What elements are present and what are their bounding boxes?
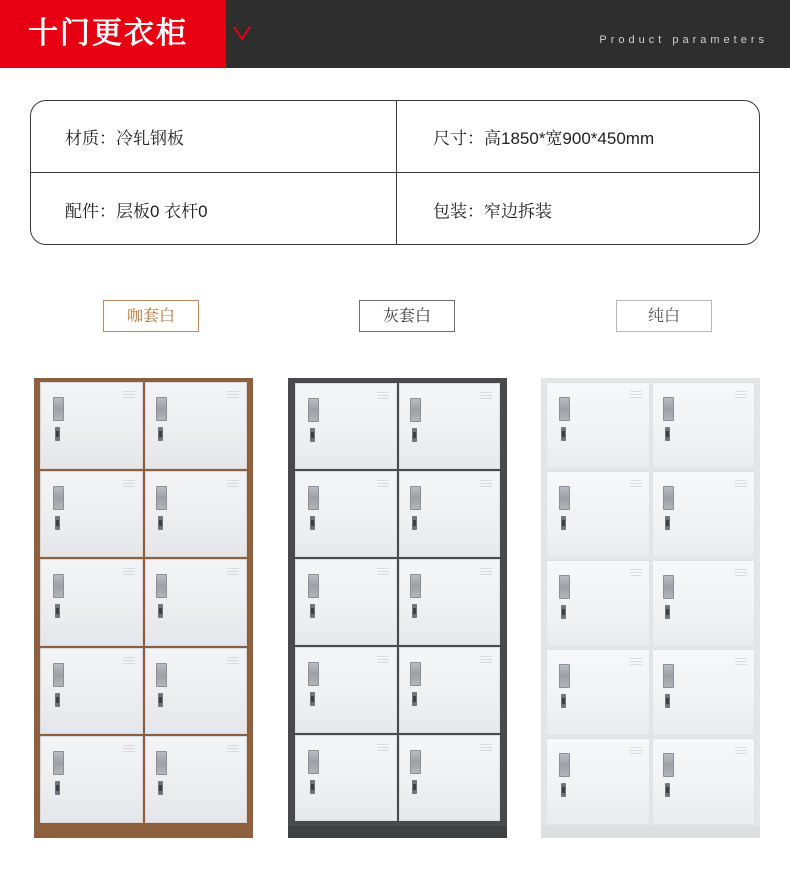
vent-icon [227,391,239,401]
locker-door [40,736,143,823]
table-row [31,173,759,245]
vent-icon [123,568,135,578]
cabinet-frame [288,378,507,838]
lock-icon [665,783,670,797]
locker-row [545,470,756,559]
vent-icon [480,568,492,578]
locker-door [295,735,397,821]
locker-row [294,470,501,558]
handle-icon [53,751,64,775]
handle-icon [53,663,64,687]
door-grid [294,382,501,822]
lock-icon [55,693,60,707]
lock-icon [55,427,60,441]
locker-door [546,471,650,558]
lock-icon [310,780,315,794]
handle-icon [53,397,64,421]
spec-size: 尺寸：高1850*宽900*450mm [433,129,655,148]
vent-icon [377,392,389,402]
handle-icon [663,753,674,777]
handle-icon [156,574,167,598]
locker-row [39,558,248,647]
vent-icon [227,568,239,578]
vent-icon [630,569,642,579]
lock-icon [412,780,417,794]
handle-icon [559,397,570,421]
handle-icon [559,753,570,777]
cabinet-base [34,826,253,838]
lock-icon [561,783,566,797]
handle-icon [53,486,64,510]
locker-door [295,471,397,557]
locker-row [294,382,501,470]
lock-icon [561,516,566,530]
handle-icon [663,486,674,510]
page-header [0,0,790,68]
locker-door [295,559,397,645]
vent-icon [123,657,135,667]
handle-icon [156,397,167,421]
vent-icon [480,744,492,754]
handle-icon [559,486,570,510]
handle-icon [156,751,167,775]
cabinet-base [288,826,507,838]
door-grid [39,381,248,824]
locker-row [39,735,248,824]
locker-row [545,381,756,470]
locker-door [546,560,650,647]
handle-icon [559,664,570,688]
handle-icon [559,575,570,599]
handle-icon [308,574,319,598]
locker-door [145,648,248,735]
handle-icon [663,664,674,688]
lock-icon [310,604,315,618]
handle-icon [410,662,421,686]
vent-icon [480,480,492,490]
vent-icon [735,569,747,579]
lock-icon [412,692,417,706]
vent-icon [480,656,492,666]
door-grid [545,381,756,826]
lock-icon [561,427,566,441]
lock-icon [561,694,566,708]
lock-icon [412,428,417,442]
grey-white-locker [288,378,507,838]
vent-icon [735,480,747,490]
locker-door [652,649,756,736]
locker-door [295,647,397,733]
locker-door [295,383,397,469]
handle-icon [156,663,167,687]
locker-row [294,734,501,822]
color-label-row [0,300,790,334]
locker-door [40,382,143,469]
locker-door [145,382,248,469]
color-label-grey-white: 灰套白 [359,300,455,332]
vent-icon [480,392,492,402]
lock-icon [665,427,670,441]
lock-icon [55,604,60,618]
vent-icon [630,658,642,668]
handle-icon [156,486,167,510]
cabinet-frame [34,378,253,838]
vent-icon [227,480,239,490]
chevron-down-icon [232,24,252,44]
lock-icon [310,692,315,706]
locker-door [652,738,756,825]
locker-row [39,647,248,736]
locker-door [652,560,756,647]
cabinet-frame [541,378,760,838]
spec-accessories: 配件：层板0 衣杆0 [31,173,397,245]
locker-door [546,382,650,469]
table-row [31,101,759,173]
coffee-white-locker [34,378,253,838]
locker-row [294,646,501,734]
locker-door [40,648,143,735]
lock-icon [412,604,417,618]
locker-door [399,559,501,645]
locker-row [294,558,501,646]
vent-icon [123,745,135,755]
vent-icon [735,658,747,668]
header-subtitle: Product parameters [599,34,768,46]
locker-row [39,470,248,559]
locker-row [545,559,756,648]
locker-door [399,383,501,469]
lock-icon [158,427,163,441]
vent-icon [630,480,642,490]
lock-icon [665,516,670,530]
locker-row [39,381,248,470]
vent-icon [735,747,747,757]
handle-icon [308,662,319,686]
locker-door [652,382,756,469]
vent-icon [630,747,642,757]
locker-door [145,559,248,646]
lock-icon [55,781,60,795]
lock-icon [561,605,566,619]
locker-door [399,647,501,733]
locker-row [545,737,756,826]
handle-icon [53,574,64,598]
handle-icon [308,398,319,422]
vent-icon [227,657,239,667]
locker-door [399,735,501,821]
handle-icon [410,398,421,422]
locker-row [545,648,756,737]
vent-icon [123,480,135,490]
locker-door [652,471,756,558]
handle-icon [410,750,421,774]
lock-icon [310,516,315,530]
spec-table [30,100,760,245]
color-label-coffee-white: 咖套白 [103,300,199,332]
lock-icon [158,693,163,707]
vent-icon [377,480,389,490]
locker-door [145,471,248,558]
handle-icon [663,397,674,421]
vent-icon [377,568,389,578]
locker-door [40,559,143,646]
vent-icon [377,656,389,666]
handle-icon [410,486,421,510]
locker-gallery [0,378,790,838]
cabinet-base [541,826,760,838]
lock-icon [158,604,163,618]
vent-icon [227,745,239,755]
spec-material: 材质：冷轧钢板 [31,101,397,172]
lock-icon [412,516,417,530]
handle-icon [308,486,319,510]
pure-white-locker [541,378,760,838]
locker-door [546,649,650,736]
handle-icon [663,575,674,599]
lock-icon [310,428,315,442]
handle-icon [410,574,421,598]
locker-door [40,471,143,558]
page-title: 十门更衣柜 [28,17,188,50]
vent-icon [377,744,389,754]
vent-icon [630,391,642,401]
vent-icon [735,391,747,401]
lock-icon [158,516,163,530]
lock-icon [665,694,670,708]
lock-icon [158,781,163,795]
lock-icon [665,605,670,619]
lock-icon [55,516,60,530]
spec-packaging: 包装：窄边拆装 [433,201,552,221]
locker-door [546,738,650,825]
locker-door [145,736,248,823]
handle-icon [308,750,319,774]
vent-icon [123,391,135,401]
color-label-pure-white: 纯白 [616,300,712,332]
locker-door [399,471,501,557]
